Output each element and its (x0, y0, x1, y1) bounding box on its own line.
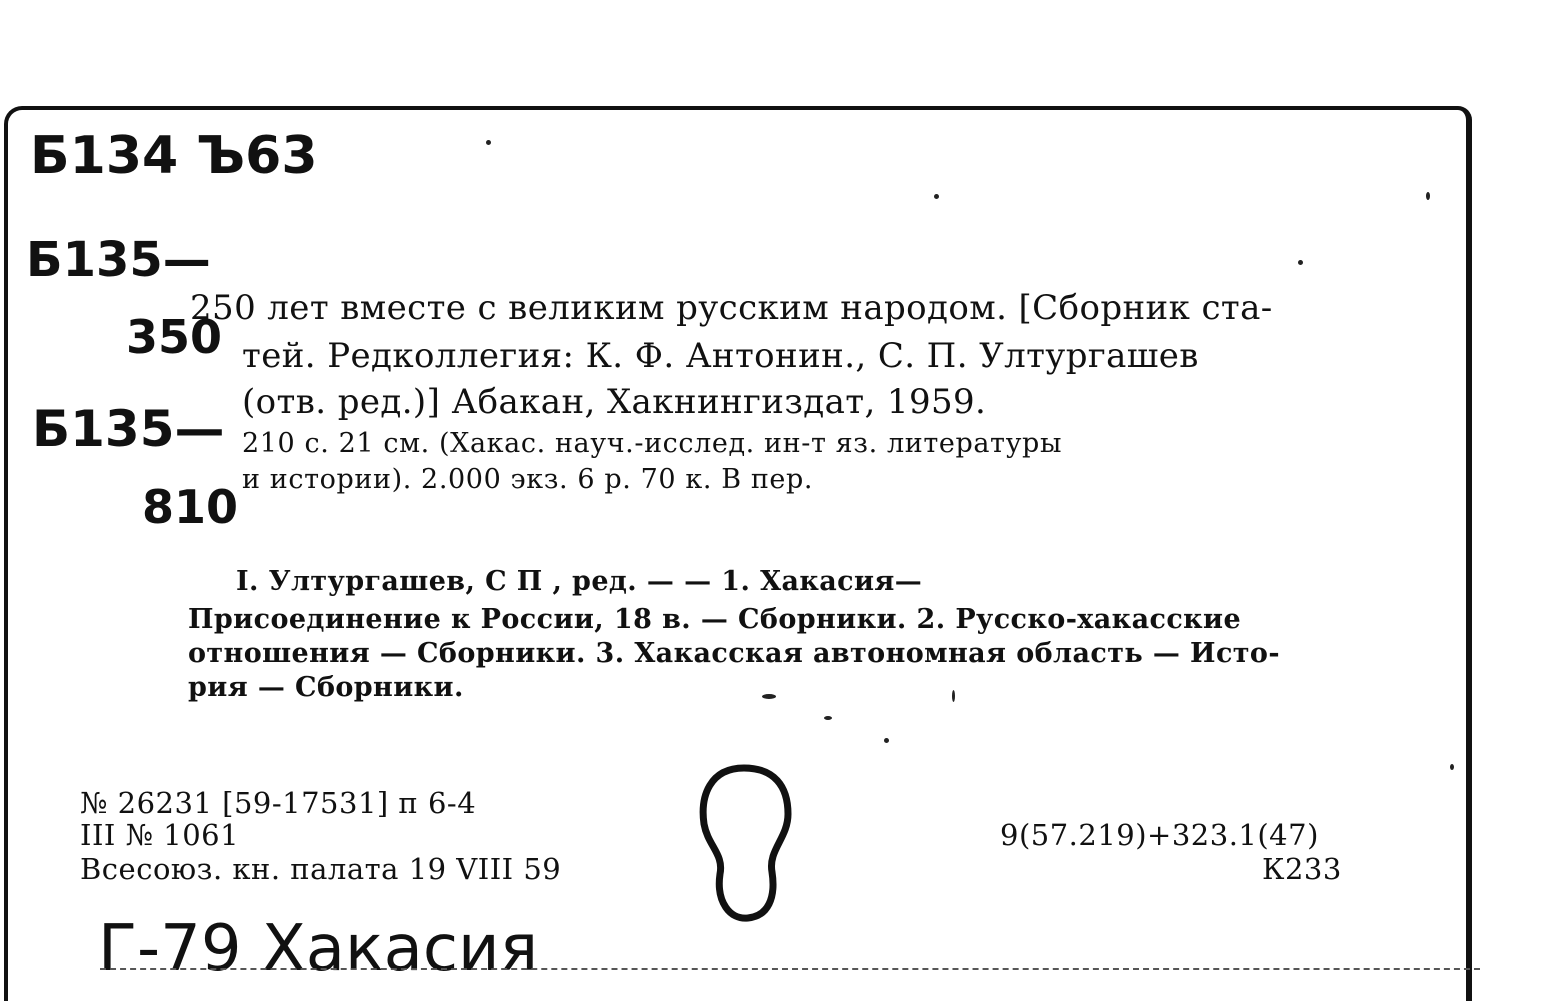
entry-line-3: (отв. ред.)] Абакан, Хакнингиздат, 1959. (242, 382, 987, 422)
handwritten-subject-note: Г-79 Хакасия (98, 912, 539, 986)
footer-classification: 9(57.219)+323.1(47) (1000, 818, 1319, 852)
handwritten-shelfmark-3: 350 (126, 310, 223, 364)
footer-number: № 26231 [59-17531] п 6-4 (80, 786, 477, 820)
tracing-line-2: Присоединение к России, 18 в. — Сборники. 2. Русско-хакасские (188, 604, 1242, 635)
tracing-line-3: отношения — Сборники. 3. Хакасская автономная область — Исто- (188, 638, 1280, 669)
footer-series: III № 1061 (80, 818, 240, 852)
scan-speck (934, 194, 939, 199)
handwritten-shelfmark-5: 810 (142, 480, 239, 534)
scan-speck (1298, 260, 1303, 265)
scan-speck (824, 716, 832, 720)
punch-hole-icon (690, 762, 802, 926)
entry-line-2: тей. Редколлегия: К. Ф. Антонин., С. П. Ултургашев (242, 336, 1199, 376)
footer-chamber: Всесоюз. кн. палата 19 VIII 59 (80, 852, 562, 886)
scan-speck (486, 140, 491, 145)
scan-speck (884, 738, 889, 743)
scan-speck (952, 690, 955, 702)
entry-line-5: и истории). 2.000 экз. 6 р. 70 к. В пер. (242, 464, 814, 495)
handwritten-shelfmark-4: Б135— (32, 400, 225, 458)
footer-author-mark: К233 (1262, 852, 1342, 886)
bottom-divider (100, 968, 1480, 970)
scan-speck (762, 694, 776, 699)
handwritten-shelfmark-1: Б134 Ъ63 (30, 126, 318, 186)
handwritten-shelfmark-2: Б135— (26, 232, 211, 288)
tracing-line-4: рия — Сборники. (188, 672, 464, 703)
scan-speck (1450, 764, 1454, 770)
tracing-line-1: I. Ултургашев, С П , ред. — — 1. Хакасия— (236, 566, 923, 597)
entry-line-1: 250 лет вместе с великим русским народом. [Сборник ста- (190, 288, 1273, 328)
scan-speck (1426, 192, 1430, 200)
entry-line-4: 210 с. 21 см. (Хакас. науч.-исслед. ин-т яз. литературы (242, 428, 1063, 459)
